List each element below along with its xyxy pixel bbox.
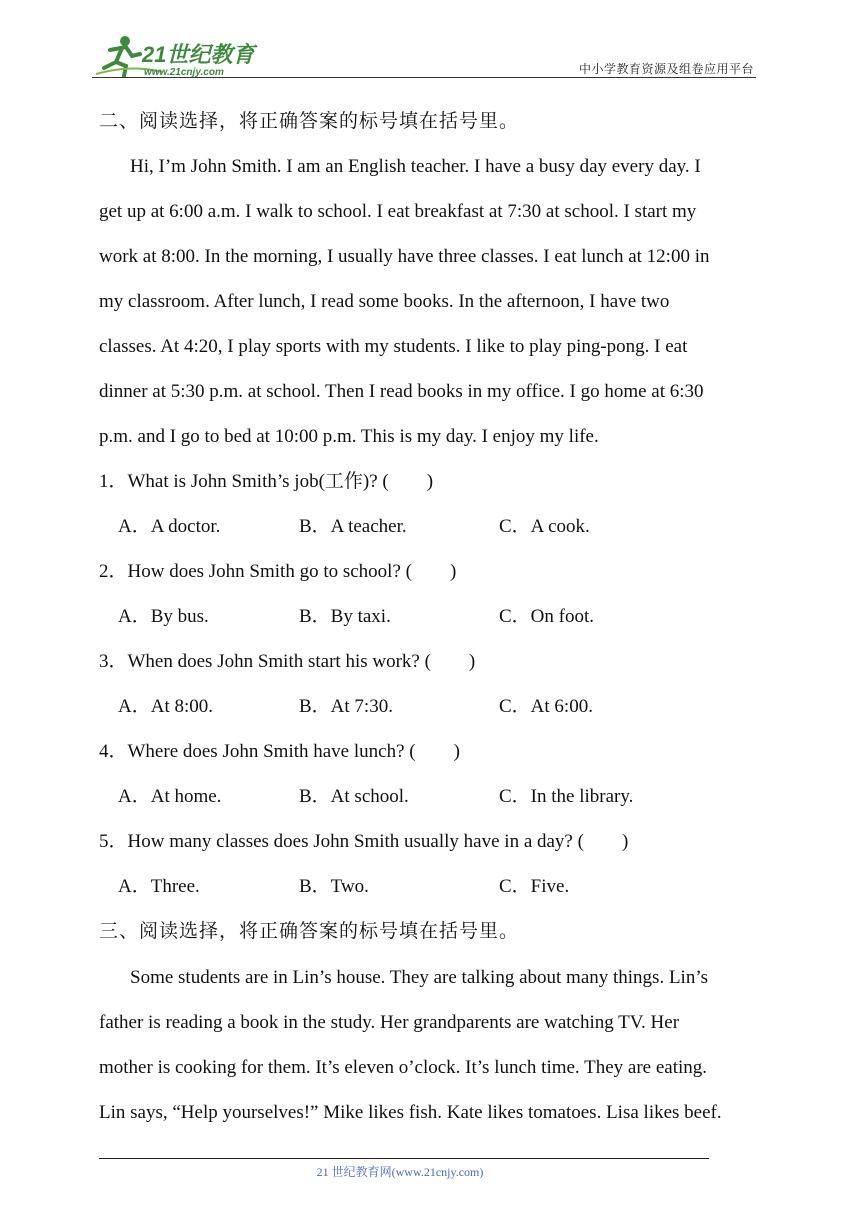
header-divider <box>92 77 756 78</box>
option-a[interactable]: A．A doctor. <box>118 516 221 537</box>
option-c[interactable]: C．In the library. <box>499 786 634 807</box>
footer-link[interactable]: 21 世纪教育网(www.21cnjy.com) <box>316 1165 484 1179</box>
option-b[interactable]: B．A teacher. <box>299 516 407 537</box>
platform-name: 中小学教育资源及组卷应用平台 <box>578 62 754 76</box>
page-footer <box>0 1163 860 1180</box>
option-b[interactable]: B．At 7:30. <box>299 696 393 717</box>
option-c[interactable]: C．Five. <box>499 876 570 897</box>
passage-line: my classroom. After lunch, I read some books. In the afternoon, I have two <box>99 291 670 312</box>
option-c[interactable]: C．A cook. <box>499 516 590 537</box>
logo-text: 21世纪教育 <box>142 42 255 67</box>
option-c[interactable]: C．At 6:00. <box>499 696 593 717</box>
question-text: 1．What is John Smith’s job(工作)? ( ) <box>99 471 434 492</box>
option-b[interactable]: B．By taxi. <box>299 606 391 627</box>
option-a[interactable]: A．At home. <box>118 786 222 807</box>
passage-line: p.m. and I go to bed at 10:00 p.m. This is my day. I enjoy my life. <box>99 426 599 447</box>
page-header <box>92 30 756 80</box>
passage-line: dinner at 5:30 p.m. at school. Then I read books in my office. I go home at 6:30 <box>99 381 704 402</box>
question-text: 3．When does John Smith start his work? ( ) <box>99 651 476 672</box>
passage-line: Hi, I’m John Smith. I am an English teacher. I have a busy day every day. I <box>130 156 701 177</box>
option-b[interactable]: B．At school. <box>299 786 409 807</box>
passage-line: father is reading a book in the study. Her grandparents are watching TV. Her <box>99 1012 680 1033</box>
question-text: 4．Where does John Smith have lunch? ( ) <box>99 741 460 762</box>
footer-divider <box>99 1158 709 1159</box>
site-logo[interactable] <box>92 34 262 78</box>
option-b[interactable]: B．Two. <box>299 876 369 897</box>
passage-line: get up at 6:00 a.m. I walk to school. I eat breakfast at 7:30 at school. I start my <box>99 201 697 222</box>
passage-line: Some students are in Lin’s house. They are talking about many things. Lin’s <box>130 967 709 988</box>
logo-url: www.21cnjy.com <box>144 67 224 78</box>
passage-line: work at 8:00. In the morning, I usually have three classes. I eat lunch at 12:00 in <box>99 246 710 267</box>
passage-line: classes. At 4:20, I play sports with my students. I like to play ping-pong. I eat <box>99 336 688 357</box>
passage-line: Lin says, “Help yourselves!” Mike likes fish. Kate likes tomatoes. Lisa likes beef. <box>99 1102 722 1123</box>
option-a[interactable]: A．Three. <box>118 876 200 897</box>
question-text: 5．How many classes does John Smith usually have in a day? ( ) <box>99 831 629 852</box>
question-text: 2．How does John Smith go to school? ( ) <box>99 561 457 582</box>
section-title: 三、阅读选择，将正确答案的标号填在括号里。 <box>99 921 520 942</box>
runner-logo-icon <box>92 34 262 78</box>
passage-line: mother is cooking for them. It’s eleven o’clock. It’s lunch time. They are eating. <box>99 1057 707 1078</box>
option-a[interactable]: A．By bus. <box>118 606 209 627</box>
option-a[interactable]: A．At 8:00. <box>118 696 214 717</box>
section-title: 二、阅读选择，将正确答案的标号填在括号里。 <box>99 111 520 132</box>
option-c[interactable]: C．On foot. <box>499 606 595 627</box>
